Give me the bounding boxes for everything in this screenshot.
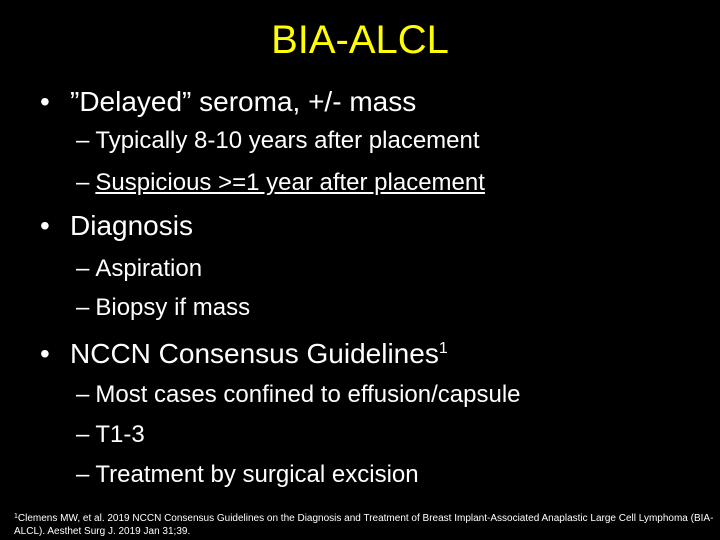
sub-bullet-aspiration [76, 255, 202, 283]
sub-bullet-text: Biopsy if mass [95, 294, 251, 321]
bullet-icon: • [40, 210, 50, 241]
sub-bullet-confined [76, 381, 521, 409]
bullet-delayed-seroma [40, 86, 416, 118]
dash-icon: – [76, 255, 90, 282]
sub-bullet-suspicious-timing [76, 169, 485, 197]
sub-bullet-text: Aspiration [95, 255, 203, 282]
dash-icon: – [76, 294, 90, 321]
bullet-text: ”Delayed” seroma, +/- mass [70, 86, 417, 117]
sub-bullet-stage [76, 421, 145, 449]
citation-superscript: 1 [438, 340, 448, 357]
sub-bullet-text: Typically 8-10 years after placement [95, 127, 480, 154]
footnote-text: Clemens MW, et al. 2019 NCCN Consensus Guidelines on the Diagnosis and Treatment of Breast Implant-Associated Anaplastic Large Cell Lymphoma (BIA-ALCL). Aesthet Surg J. 2019 Jan 31;39. [14, 513, 714, 537]
bullet-icon: • [40, 86, 50, 117]
dash-icon: – [76, 461, 90, 488]
bullet-icon: • [40, 338, 50, 369]
bullet-diagnosis [40, 210, 193, 242]
dash-icon: – [76, 381, 90, 408]
dash-icon: – [76, 127, 90, 154]
bullet-nccn-guidelines [40, 338, 448, 370]
dash-icon: – [76, 421, 90, 448]
sub-bullet-text: Treatment by surgical excision [95, 461, 419, 488]
sub-bullet-text: Suspicious >=1 year after placement [95, 169, 485, 196]
sub-bullet-biopsy [76, 294, 250, 322]
footnote-marker: 1 [14, 513, 18, 520]
slide-title: BIA-ALCL [271, 18, 449, 62]
sub-bullet-typical-timing [76, 127, 480, 155]
bullet-text: NCCN Consensus Guidelines [70, 338, 439, 369]
sub-bullet-text: Most cases confined to effusion/capsule [95, 381, 521, 408]
footnote-reference [14, 512, 714, 538]
sub-bullet-treatment [76, 461, 419, 489]
bullet-text: Diagnosis [70, 210, 193, 241]
dash-icon: – [76, 169, 90, 196]
sub-bullet-text: T1-3 [95, 421, 145, 448]
